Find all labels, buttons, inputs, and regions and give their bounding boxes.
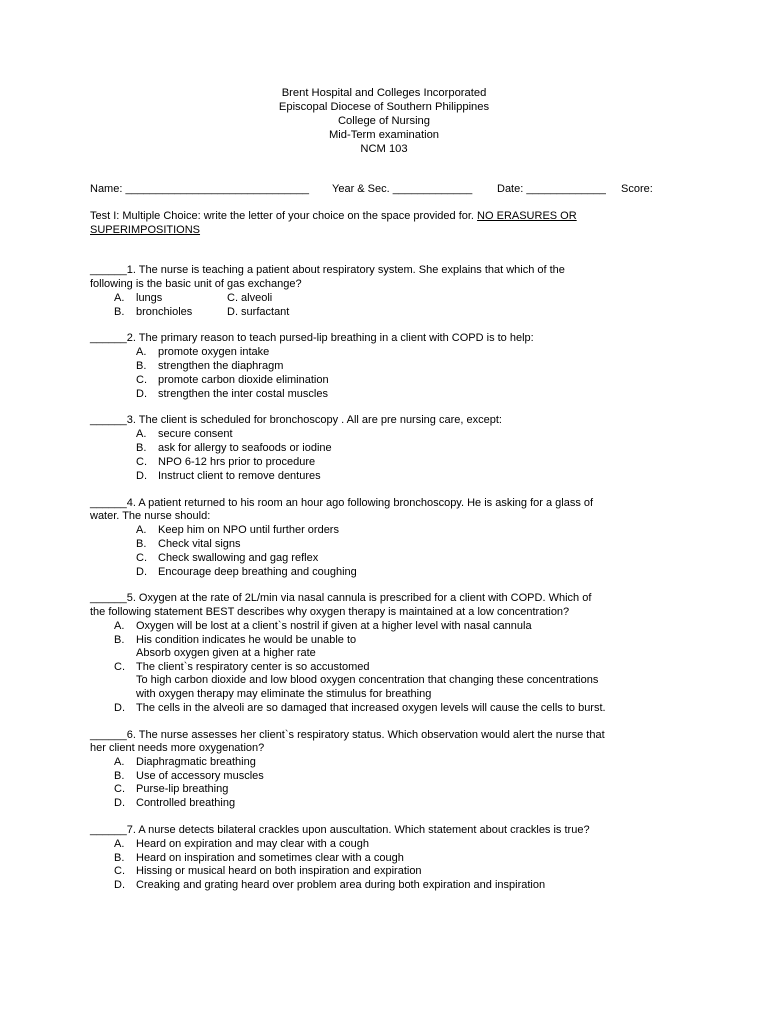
option-letter: A. bbox=[114, 292, 125, 304]
option-letter: B. bbox=[136, 442, 147, 454]
option-text: NPO 6-12 hrs prior to procedure bbox=[158, 456, 316, 468]
instruction-text: Test I: Multiple Choice: write the letter of your choice on the space provided for. bbox=[90, 210, 474, 222]
question-6-stem-cont: her client needs more oxygenation? bbox=[90, 742, 265, 754]
question-7-stem: ______7. A nurse detects bilateral crackles upon auscultation. Which statement about crackles is true? bbox=[90, 824, 590, 836]
course-code: NCM 103 bbox=[360, 143, 408, 155]
option-text: lungs bbox=[136, 292, 163, 304]
option-text: Keep him on NPO until further orders bbox=[158, 524, 339, 536]
option-letter: C. bbox=[136, 456, 147, 468]
option-letter: D. bbox=[136, 566, 147, 578]
option-letter: D. bbox=[114, 879, 125, 891]
option-letter: A. bbox=[136, 346, 147, 358]
option-letter: B. bbox=[114, 634, 125, 646]
option-letter: C. bbox=[136, 552, 147, 564]
question-5-stem-cont: the following statement BEST describes why oxygen therapy is maintained at a low concentration? bbox=[90, 606, 570, 618]
exam-header bbox=[0, 86, 768, 156]
option-letter: D. bbox=[114, 797, 125, 809]
question-4-stem-cont: water. The nurse should: bbox=[90, 510, 211, 522]
option-letter: C. bbox=[114, 865, 125, 877]
option-text: Heard on expiration and may clear with a cough bbox=[136, 838, 369, 850]
score-field: Score: bbox=[621, 183, 653, 195]
option-letter: B. bbox=[136, 538, 147, 550]
exam-title: Mid-Term examination bbox=[328, 129, 440, 141]
option-letter: A. bbox=[136, 428, 147, 440]
option-text: D. surfactant bbox=[227, 306, 290, 318]
option-text: The client`s respiratory center is so accustomed bbox=[136, 661, 370, 673]
date-field[interactable]: Date: _____________ bbox=[497, 183, 606, 195]
option-text: Check vital signs bbox=[158, 538, 241, 550]
option-text: strengthen the diaphragm bbox=[158, 360, 284, 372]
instruction-emphasis: NO ERASURES OR bbox=[477, 210, 577, 222]
question-5-stem: ______5. Oxygen at the rate of 2L/min via nasal cannula is prescribed for a client with COPD. Which of bbox=[90, 592, 592, 604]
option-letter: B. bbox=[114, 852, 125, 864]
option-text: ask for allergy to seafoods or iodine bbox=[158, 442, 332, 454]
year-section-field[interactable]: Year & Sec. _____________ bbox=[332, 183, 473, 195]
option-letter: B. bbox=[114, 306, 125, 318]
option-text-cont: with oxygen therapy may eliminate the stimulus for breathing bbox=[136, 688, 432, 700]
question-1-stem-cont: following is the basic unit of gas exchange? bbox=[90, 278, 302, 290]
option-text: promote oxygen intake bbox=[158, 346, 270, 358]
option-text: Creaking and grating heard over problem area during both expiration and inspiration bbox=[136, 879, 546, 891]
option-letter: B. bbox=[136, 360, 147, 372]
option-text: bronchioles bbox=[136, 306, 193, 318]
question-2-stem: ______2. The primary reason to teach pursed-lip breathing in a client with COPD is to help: bbox=[90, 332, 534, 344]
name-field[interactable]: Name: ______________________________ bbox=[90, 183, 309, 195]
option-letter: C. bbox=[136, 374, 147, 386]
option-text-cont: To high carbon dioxide and low blood oxygen concentration that changing these concentrations bbox=[136, 674, 599, 686]
question-6-stem: ______6. The nurse assesses her client`s respiratory status. Which observation would alert the nurse that bbox=[90, 729, 605, 741]
option-letter: A. bbox=[114, 838, 125, 850]
college-name: College of Nursing bbox=[337, 115, 431, 127]
option-text: Controlled breathing bbox=[136, 797, 236, 809]
question-1-stem: ______1. The nurse is teaching a patient about respiratory system. She explains that which of the bbox=[90, 264, 565, 276]
option-letter: D. bbox=[114, 702, 125, 714]
option-text: secure consent bbox=[158, 428, 233, 440]
option-text: C. alveoli bbox=[227, 292, 273, 304]
question-3-stem: ______3. The client is scheduled for bronchoscopy . All are pre nursing care, except: bbox=[90, 414, 502, 426]
option-text: The cells in the alveoli are so damaged that increased oxygen levels will cause the cells to burst. bbox=[136, 702, 606, 714]
option-text: promote carbon dioxide elimination bbox=[158, 374, 329, 386]
option-text: Diaphragmatic breathing bbox=[136, 756, 256, 768]
option-text: Use of accessory muscles bbox=[136, 770, 264, 782]
instruction-emphasis-cont: SUPERIMPOSITIONS bbox=[90, 224, 201, 236]
option-letter: A. bbox=[114, 756, 125, 768]
option-text: Instruct client to remove dentures bbox=[158, 470, 321, 482]
option-letter: D. bbox=[136, 388, 147, 400]
option-text: strengthen the inter costal muscles bbox=[158, 388, 328, 400]
option-text-cont: Absorb oxygen given at a higher rate bbox=[136, 647, 316, 659]
diocese-name: Episcopal Diocese of Southern Philippines bbox=[278, 101, 490, 113]
option-text: Check swallowing and gag reflex bbox=[158, 552, 319, 564]
option-letter: C. bbox=[114, 661, 125, 673]
option-text: Heard on inspiration and sometimes clear with a cough bbox=[136, 852, 404, 864]
option-text: Oxygen will be lost at a client`s nostril if given at a higher level with nasal cannula bbox=[136, 620, 532, 632]
question-4-stem: ______4. A patient returned to his room an hour ago following bronchoscopy. He is asking for a glass of bbox=[90, 497, 594, 509]
option-letter: B. bbox=[114, 770, 125, 782]
option-text: Encourage deep breathing and coughing bbox=[158, 566, 357, 578]
test-instruction bbox=[90, 209, 577, 223]
option-text: Purse-lip breathing bbox=[136, 783, 229, 795]
option-letter: D. bbox=[136, 470, 147, 482]
option-letter: A. bbox=[114, 620, 125, 632]
option-letter: A. bbox=[136, 524, 147, 536]
option-text: His condition indicates he would be unable to bbox=[136, 634, 357, 646]
institution-name: Brent Hospital and Colleges Incorporated bbox=[281, 87, 487, 99]
option-letter: C. bbox=[114, 783, 125, 795]
option-text: Hissing or musical heard on both inspiration and expiration bbox=[136, 865, 422, 877]
